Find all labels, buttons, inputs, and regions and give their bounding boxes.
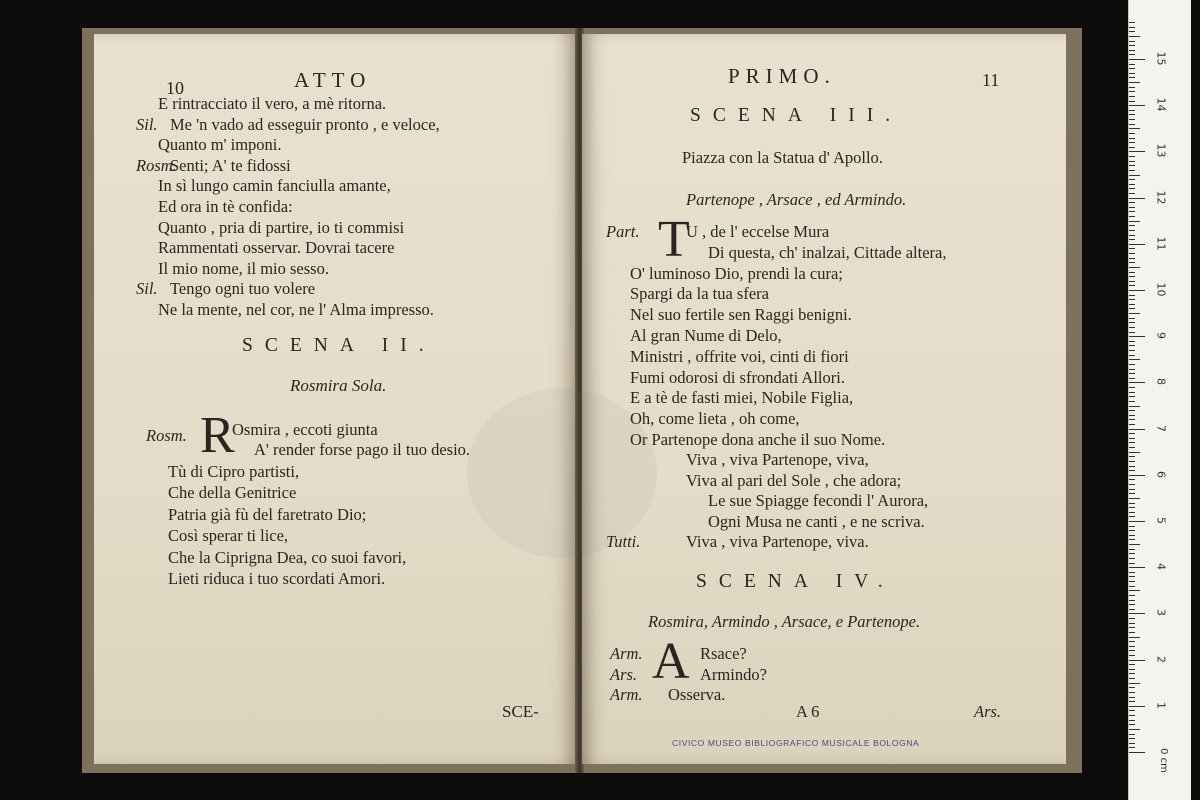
ruler-tick: [1129, 539, 1135, 540]
ruler-tick: [1129, 207, 1135, 208]
text-line: Ministri , offrite voi, cinti di fiori: [630, 346, 849, 366]
ruler-tick: [1129, 613, 1145, 614]
ruler-tick: [1129, 581, 1135, 582]
ruler-tick: [1129, 415, 1135, 416]
drop-cap: A: [652, 633, 690, 690]
ruler-tick: [1129, 484, 1135, 485]
ruler-tick: [1129, 364, 1135, 365]
ruler-tick: [1129, 544, 1140, 545]
ruler-number: 13: [1154, 143, 1168, 158]
ruler-tick: [1129, 572, 1135, 573]
ruler-tick: [1129, 516, 1135, 517]
drop-cap: R: [200, 407, 235, 464]
text-line: Patria già fù del faretrato Dio;: [168, 504, 367, 524]
text-line: Armindo?: [700, 664, 767, 684]
ruler-tick: [1129, 350, 1135, 351]
page-number: 10: [166, 78, 184, 98]
ruler-number: 11: [1154, 236, 1168, 251]
ruler-tick: [1129, 387, 1135, 388]
ruler-tick: [1129, 475, 1145, 476]
ruler-tick: [1129, 36, 1140, 37]
open-book: [82, 28, 1082, 773]
ruler-tick: [1129, 442, 1135, 443]
ruler-tick: [1129, 59, 1145, 60]
scene-setting: Piazza con la Statua d' Apollo.: [682, 148, 883, 167]
ruler-tick: [1129, 290, 1145, 291]
ruler-tick: [1129, 563, 1135, 564]
catchword: SCE-: [502, 702, 539, 721]
ruler-tick: [1129, 600, 1135, 601]
scene-characters: Rosmira Sola.: [290, 376, 387, 395]
ruler-tick: [1129, 332, 1135, 333]
ruler-number: 2: [1154, 655, 1168, 663]
ruler-tick: [1129, 272, 1135, 273]
ruler-tick: [1129, 641, 1135, 642]
text-line: Fumi odorosi di sfrondati Allori.: [630, 367, 845, 387]
ruler-tick: [1129, 281, 1135, 282]
ruler-tick: [1129, 660, 1145, 661]
ruler-tick: [1129, 202, 1135, 203]
ruler-tick: [1129, 54, 1135, 55]
ruler-number: 7: [1154, 424, 1168, 432]
text-line: Ed ora in tè confida:: [158, 197, 293, 216]
ruler-tick: [1129, 170, 1135, 171]
ruler-tick: [1129, 230, 1135, 231]
text-line: Al gran Nume di Delo,: [630, 326, 782, 345]
ruler-tick: [1129, 373, 1135, 374]
right-page: [582, 34, 1066, 764]
speaker-label: Ars.: [610, 664, 638, 684]
speaker-label: Rosm.: [136, 155, 177, 175]
ruler-tick: [1129, 456, 1135, 457]
left-page: [94, 34, 576, 764]
ruler-number: 12: [1154, 190, 1168, 205]
text-line: U , de l' eccelse Mura: [686, 222, 830, 241]
ruler-tick: [1129, 258, 1135, 259]
text-line: O' luminoso Dio, prendi la cura;: [630, 263, 843, 283]
ruler-tick: [1129, 683, 1140, 684]
ruler-tick: [1129, 512, 1135, 513]
ruler-tick: [1129, 175, 1140, 176]
ruler-tick: [1129, 590, 1140, 591]
ruler-number: 3: [1154, 609, 1168, 617]
ruler-tick: [1129, 225, 1135, 226]
ruler-tick: [1129, 114, 1135, 115]
ruler-tick: [1129, 692, 1135, 693]
ruler-tick: [1129, 188, 1135, 189]
ruler-number: 15: [1154, 51, 1168, 66]
ruler-tick: [1129, 567, 1145, 568]
ruler-tick: [1129, 447, 1135, 448]
ruler-tick: [1129, 646, 1135, 647]
ruler-tick: [1129, 627, 1135, 628]
ruler-tick: [1129, 724, 1135, 725]
ruler-tick: [1129, 73, 1135, 74]
text-line: Così sperar ti lice,: [168, 526, 289, 545]
running-head: ATTO: [294, 68, 372, 92]
ruler-tick: [1129, 479, 1135, 480]
ruler-tick: [1129, 276, 1135, 277]
text-line: Viva al pari del Sole , che adora;: [686, 470, 902, 490]
ruler-tick: [1129, 738, 1135, 739]
ruler-tick: [1129, 285, 1135, 286]
ruler-tick: [1129, 378, 1135, 379]
ruler-tick: [1129, 304, 1135, 305]
ruler-tick: [1129, 299, 1135, 300]
ruler-tick: [1129, 64, 1135, 65]
ruler-tick: [1129, 747, 1135, 748]
ruler-tick: [1129, 216, 1135, 217]
ruler-tick: [1129, 87, 1135, 88]
ruler-tick: [1129, 211, 1135, 212]
ruler-number: 6: [1154, 470, 1168, 478]
text-line: Ne la mente, nel cor, ne l' Alma impresso.: [158, 300, 434, 319]
library-stamp: CIVICO MUSEO BIBLIOGRAFICO MUSICALE BOLOGNA: [672, 738, 920, 748]
text-line: In sì lungo camin fanciulla amante,: [158, 176, 391, 196]
ruler-tick: [1129, 576, 1135, 577]
text-line: Viva , viva Partenope, viva,: [686, 450, 869, 469]
ruler-tick: [1129, 734, 1135, 735]
ruler-tick: [1129, 461, 1135, 462]
ruler-tick: [1129, 382, 1145, 383]
ruler-tick: [1129, 595, 1135, 596]
text-line: Le sue Spiagge fecondi l' Aurora,: [708, 491, 929, 510]
ruler-tick: [1129, 369, 1135, 370]
ruler-tick: [1129, 41, 1135, 42]
ruler-number: 9: [1154, 332, 1168, 340]
ruler-tick: [1129, 410, 1135, 411]
ruler-tick: [1129, 359, 1140, 360]
speaker-label: Arm.: [610, 685, 643, 704]
text-line: Quanto m' imponi.: [158, 135, 282, 155]
text-line: Tengo ogni tuo volere: [170, 279, 316, 299]
ruler-tick: [1129, 336, 1145, 337]
text-line: Spargi da la tua sfera: [630, 284, 769, 304]
text-line: Lieti riduca i tuo scordati Amori.: [168, 569, 386, 588]
ruler-tick: [1129, 110, 1135, 111]
ruler-tick: [1129, 184, 1135, 185]
text-line: Senti; A' te fidossi: [170, 155, 291, 175]
ruler-tick: [1129, 743, 1135, 744]
ruler-tick: [1129, 147, 1135, 148]
ruler-tick: [1129, 498, 1140, 499]
ruler-tick: [1129, 609, 1135, 610]
text-line: Tù di Cipro partisti,: [168, 461, 300, 481]
ruler-tick: [1129, 22, 1135, 23]
ruler-tick: [1129, 669, 1135, 670]
ruler-tick: [1129, 156, 1135, 157]
ruler-tick: [1129, 521, 1145, 522]
ruler-tick: [1129, 133, 1135, 134]
ruler-tick: [1129, 664, 1135, 665]
ruler-tick: [1129, 678, 1135, 679]
ruler-tick: [1129, 493, 1135, 494]
ruler-tick: [1129, 530, 1135, 531]
text-line: Ogni Musa ne canti , e ne scriva.: [708, 511, 925, 531]
page-number: 11: [982, 70, 1000, 90]
ruler-tick: [1129, 392, 1135, 393]
text-line: E a tè de fasti miei, Nobile Figlia,: [630, 388, 854, 408]
ruler-tick: [1129, 655, 1135, 656]
ruler-tick: [1129, 267, 1140, 268]
text-line: Rsace?: [700, 644, 747, 663]
ruler-tick: [1129, 128, 1140, 129]
ruler-tick: [1129, 96, 1135, 97]
ruler-tick: [1129, 27, 1135, 28]
ruler-tick: [1129, 401, 1135, 402]
watermark: [467, 388, 657, 558]
text-line: Me 'n vado ad esseguir pronto , e veloce,: [170, 114, 440, 134]
ruler-tick: [1129, 68, 1135, 69]
running-head: PRIMO.: [728, 64, 836, 88]
ruler-tick: [1129, 341, 1135, 342]
ruler-tick: [1129, 31, 1135, 32]
ruler-tick: [1129, 433, 1135, 434]
ruler-tick: [1129, 101, 1135, 102]
ruler-tick: [1129, 327, 1135, 328]
ruler-tick: [1129, 729, 1140, 730]
text-line: Di questa, ch' inalzai, Cittade altera,: [708, 242, 947, 262]
ruler-tick: [1129, 706, 1145, 707]
ruler-tick: [1129, 720, 1135, 721]
speaker-label: Tutti.: [606, 532, 641, 551]
scene-characters: Partenope , Arsace , ed Armindo.: [686, 190, 907, 209]
ruler-tick: [1129, 50, 1135, 51]
scene-heading: SCENA II.: [242, 335, 436, 356]
ruler-tick: [1129, 253, 1135, 254]
ruler-tick: [1129, 637, 1140, 638]
ruler-tick: [1129, 710, 1135, 711]
ruler-tick: [1129, 105, 1145, 106]
ruler-number: 4: [1154, 563, 1168, 571]
ruler-tick: [1129, 429, 1145, 430]
text-line: Nel suo fertile sen Raggi benigni.: [630, 305, 852, 325]
ruler-tick: [1129, 239, 1135, 240]
text-line: Osmira , eccoti giunta: [232, 420, 378, 439]
ruler-tick: [1129, 235, 1135, 236]
ruler-tick: [1129, 221, 1140, 222]
ruler-tick: [1129, 119, 1135, 120]
drop-cap: T: [658, 211, 690, 268]
ruler-tick: [1129, 697, 1135, 698]
scene-characters: Rosmira, Armindo , Arsace, e Partenope.: [648, 612, 921, 631]
ruler-tick: [1129, 308, 1135, 309]
ruler-tick: [1129, 752, 1145, 753]
ruler-number: 14: [1154, 97, 1168, 112]
ruler-tick: [1129, 507, 1135, 508]
ruler-tick: [1129, 355, 1135, 356]
ruler-tick: [1129, 650, 1135, 651]
ruler-tick: [1129, 406, 1140, 407]
text-line: Rammentati osservar. Dovrai tacere: [158, 238, 395, 258]
ruler-tick: [1129, 345, 1135, 346]
ruler-number: 8: [1154, 378, 1168, 386]
ruler-tick: [1129, 318, 1135, 319]
ruler-tick: [1129, 586, 1135, 587]
text-line: E rintracciato il vero, a mè ritorna.: [158, 94, 387, 113]
ruler-tick: [1129, 77, 1135, 78]
ruler-tick: [1129, 604, 1135, 605]
measurement-ruler: [1128, 0, 1191, 800]
ruler-tick: [1129, 262, 1135, 263]
ruler-tick: [1129, 470, 1135, 471]
text-line: Che della Genitrice: [168, 483, 297, 502]
ruler-tick: [1129, 558, 1135, 559]
ruler-tick: [1129, 618, 1135, 619]
ruler-tick: [1129, 503, 1135, 504]
text-line: A' render forse pago il tuo desio.: [254, 440, 471, 459]
ruler-tick: [1129, 179, 1135, 180]
speaker-label: Sil.: [136, 114, 158, 134]
speaker-label: Part.: [606, 222, 640, 241]
ruler-tick: [1129, 535, 1135, 536]
signature-mark: A 6: [796, 702, 820, 721]
ruler-tick: [1129, 244, 1145, 245]
ruler-tick: [1129, 673, 1135, 674]
ruler-tick: [1129, 701, 1135, 702]
ruler-tick: [1129, 466, 1135, 467]
ruler-tick: [1129, 526, 1135, 527]
ruler-tick: [1129, 438, 1135, 439]
ruler-tick: [1129, 452, 1140, 453]
ruler-tick: [1129, 424, 1135, 425]
ruler-tick: [1129, 138, 1135, 139]
ruler-number: 10: [1154, 282, 1168, 297]
catchword: Ars.: [974, 702, 1002, 721]
speaker-label: Sil.: [136, 279, 158, 299]
text-line: Quanto , pria di partire, io ti commisi: [158, 217, 405, 237]
ruler-tick: [1129, 553, 1135, 554]
ruler-tick: [1129, 632, 1135, 633]
ruler-tick: [1129, 313, 1140, 314]
ruler-tick: [1129, 165, 1135, 166]
ruler-tick: [1129, 198, 1145, 199]
ruler-tick: [1129, 142, 1135, 143]
ruler-tick: [1129, 396, 1135, 397]
speaker-label: Arm.: [610, 644, 643, 663]
text-line: Or Partenope dona anche il suo Nome.: [630, 430, 886, 449]
ruler-tick: [1129, 248, 1135, 249]
ruler-tick: [1129, 623, 1135, 624]
ruler-number: 5: [1154, 517, 1168, 524]
ruler-tick: [1129, 91, 1135, 92]
ruler-tick: [1129, 193, 1135, 194]
ruler-tick: [1129, 715, 1135, 716]
ruler-tick: [1129, 295, 1135, 296]
ruler-tick: [1129, 687, 1135, 688]
ruler-tick: [1129, 124, 1135, 125]
speaker-label: Rosm.: [146, 426, 187, 445]
text-line: Che la Ciprigna Dea, co suoi favori,: [168, 547, 407, 567]
ruler-tick: [1129, 45, 1135, 46]
ruler-tick: [1129, 82, 1140, 83]
ruler-tick: [1129, 151, 1145, 152]
scene-heading: SCENA IV.: [696, 571, 895, 592]
ruler-tick: [1129, 549, 1135, 550]
tutti-line: Viva , viva Partenope, viva.: [686, 532, 869, 551]
ruler-tick: [1129, 489, 1135, 490]
scene-heading: SCENA III.: [690, 105, 903, 126]
text-line: Il mio nome, il mio sesso.: [158, 258, 329, 278]
ruler-tick: [1129, 161, 1135, 162]
text-line: Oh, come lieta , oh come,: [630, 409, 800, 429]
ruler-number: 1: [1154, 701, 1168, 709]
ruler-tick: [1129, 419, 1135, 420]
ruler-unit: 0 cm: [1157, 748, 1169, 773]
ruler-tick: [1129, 322, 1135, 323]
text-line: Osserva.: [668, 685, 726, 704]
